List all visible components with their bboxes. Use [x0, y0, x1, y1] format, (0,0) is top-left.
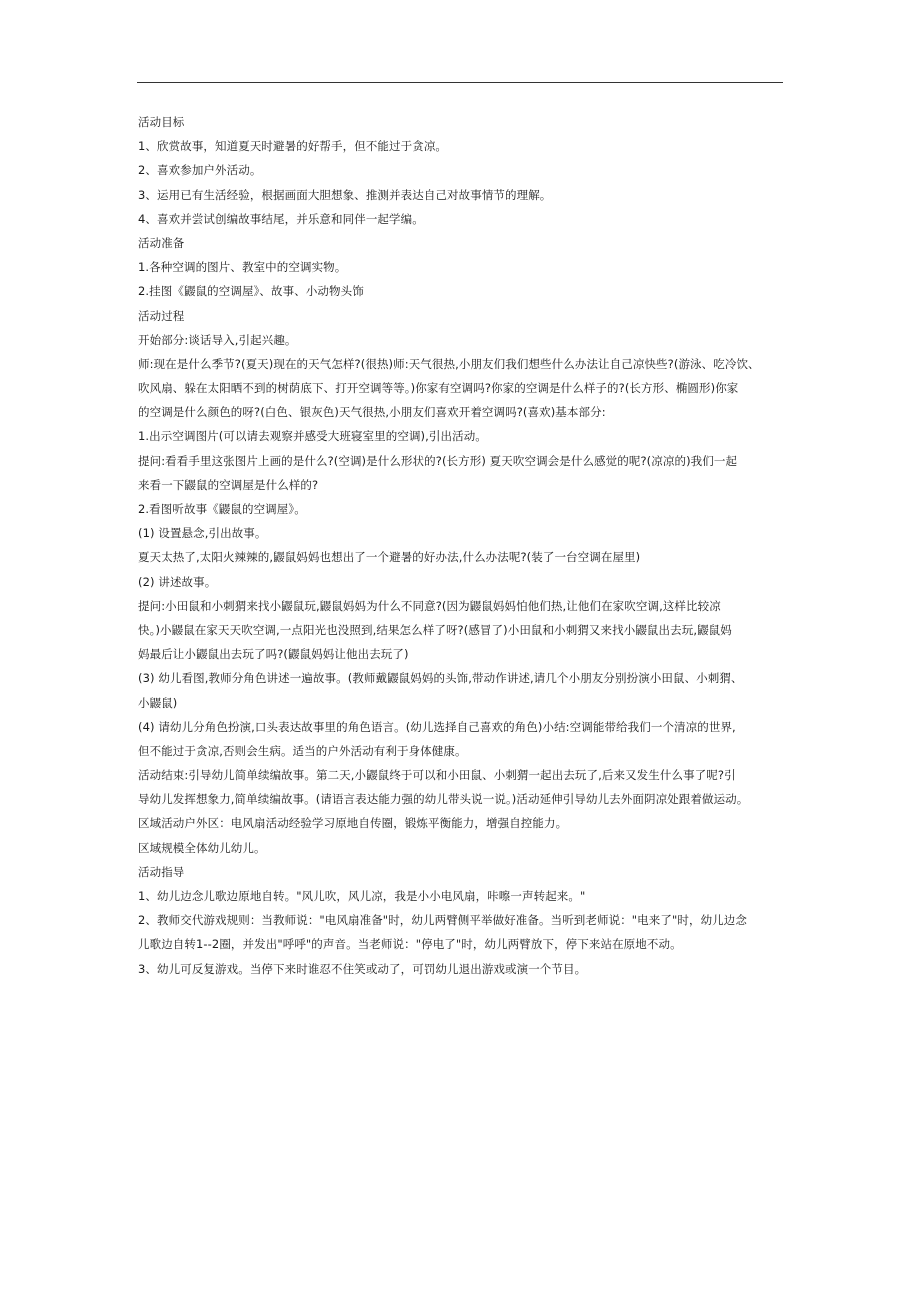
guidance-item-2-cont: 儿歌边自转1--2圈，并发出"呼呼"的声音。当老师说："停电了"时，幼儿两臂放下，停下来站在原地不动。 — [138, 937, 682, 952]
text-line: 夏天太热了,太阳火辣辣的,鼹鼠妈妈也想出了一个避暑的好办法,什么办法呢?(装了一台空调在屋里) — [138, 550, 641, 565]
text-line: 区域活动户外区：电风扇活动经验学习原地自传圈，锻炼平衡能力，增强自控能力。 — [138, 816, 568, 831]
section-heading-process: 活动过程 — [138, 308, 185, 323]
text-line: 提问:看看手里这张图片上画的是什么?(空调)是什么形状的?(长方形) 夏天吹空调会是什么感觉的呢?(凉凉的)我们一起 — [138, 453, 738, 468]
text-line: 2.看图听故事《鼹鼠的空调屋》。 — [138, 502, 306, 516]
text-line: 来看一下鼹鼠的空调屋是什么样的? — [138, 477, 319, 492]
text-line: (2) 讲述故事。 — [138, 574, 217, 589]
guidance-item-1: 1、幼儿边念儿歌边原地自转。"风儿吹，风儿凉，我是小小电风扇，咔嚓一声转起来。" — [138, 889, 586, 903]
text-line: 开始部分:谈话导入,引起兴趣。 — [138, 332, 297, 347]
text-line: 小鼹鼠) — [138, 695, 178, 710]
text-line: 师:现在是什么季节?(夏天)现在的天气怎样?(很热)师:天气很热,小朋友们我们想些什么办法让自己凉快些?(游泳、吃冷饮、 — [138, 356, 760, 371]
goal-item-4: 4、喜欢并尝试创编故事结尾，并乐意和同伴一起学编。 — [138, 211, 424, 226]
goal-item-1: 1、欣赏故事，知道夏天时避暑的好帮手，但不能过于贪凉。 — [138, 139, 448, 154]
text-line: 导幼儿发挥想象力,简单续编故事。(请语言表达能力强的幼儿带头说一说。)活动延伸引导幼儿去外面阴凉处跟着做运动。 — [138, 792, 749, 807]
preparation-item-2: 2.挂图《鼹鼠的空调屋》、故事、小动物头饰 — [138, 284, 364, 299]
header-rule — [137, 82, 783, 83]
text-line: (4) 请幼儿分角色扮演,口头表达故事里的角色语言。(幼儿选择自己喜欢的角色)小结:空调能带给我们一个清凉的世界, — [138, 719, 736, 734]
section-heading-goals: 活动目标 — [138, 115, 185, 129]
text-line: 但不能过于贪凉,否则会生病。适当的户外活动有利于身体健康。 — [138, 743, 467, 758]
section-heading-guidance: 活动指导 — [138, 864, 185, 879]
guidance-item-2: 2、教师交代游戏规则：当教师说："电风扇准备"时，幼儿两臂侧平举做好准备。当听到老师说："电来了"时，幼儿边念 — [138, 913, 747, 928]
text-line: 区域规模全体幼儿幼儿。 — [138, 840, 266, 855]
text-line: 吹风扇、躲在太阳晒不到的树荫底下、打开空调等等。)你家有空调吗?你家的空调是什么样子的?(长方形、椭圆形)你家 — [138, 381, 739, 396]
text-line: 活动结束:引导幼儿简单续编故事。第二天,小鼹鼠终于可以和小田鼠、小刺猬一起出去玩了,后来又发生什么事了呢?引 — [138, 768, 736, 783]
text-line: 1.出示空调图片(可以请去观察并感受大班寝室里的空调),引出活动。 — [138, 429, 487, 444]
text-line: (3) 幼儿看图,教师分角色讲述一遍故事。(教师戴鼹鼠妈妈的头饰,带动作讲述,请几个小朋友分别扮演小田鼠、小刺猬、 — [138, 671, 743, 686]
goal-item-3: 3、运用已有生活经验，根据画面大胆想象、推测并表达自己对故事情节的理解。 — [138, 187, 552, 202]
document-body — [138, 110, 788, 981]
text-line: 快。)小鼹鼠在家天天吹空调,一点阳光也没照到,结果怎么样了呀?(感冒了)小田鼠和小刺猬又来找小鼹鼠出去玩,鼹鼠妈 — [138, 622, 732, 637]
text-line: 妈最后让小鼹鼠出去玩了吗?(鼹鼠妈妈让他出去玩了) — [138, 647, 409, 662]
goal-item-2: 2、喜欢参加户外活动。 — [138, 163, 262, 178]
guidance-item-3: 3、幼儿可反复游戏。当停下来时谁忍不住笑或动了，可罚幼儿退出游戏或演一个节目。 — [138, 961, 587, 976]
text-line: 提问:小田鼠和小刺猬来找小鼹鼠玩,鼹鼠妈妈为什么不同意?(因为鼹鼠妈妈怕他们热,让他们在家吹空调,这样比较凉 — [138, 598, 721, 613]
section-heading-preparation: 活动准备 — [138, 235, 185, 250]
text-line: 的空调是什么颜色的呀?(白色、银灰色)天气很热,小朋友们喜欢开着空调吗?(喜欢)基本部分: — [138, 405, 606, 420]
preparation-item-1: 1.各种空调的图片、教室中的空调实物。 — [138, 260, 347, 275]
text-line: (1) 设置悬念,引出故事。 — [138, 526, 267, 541]
